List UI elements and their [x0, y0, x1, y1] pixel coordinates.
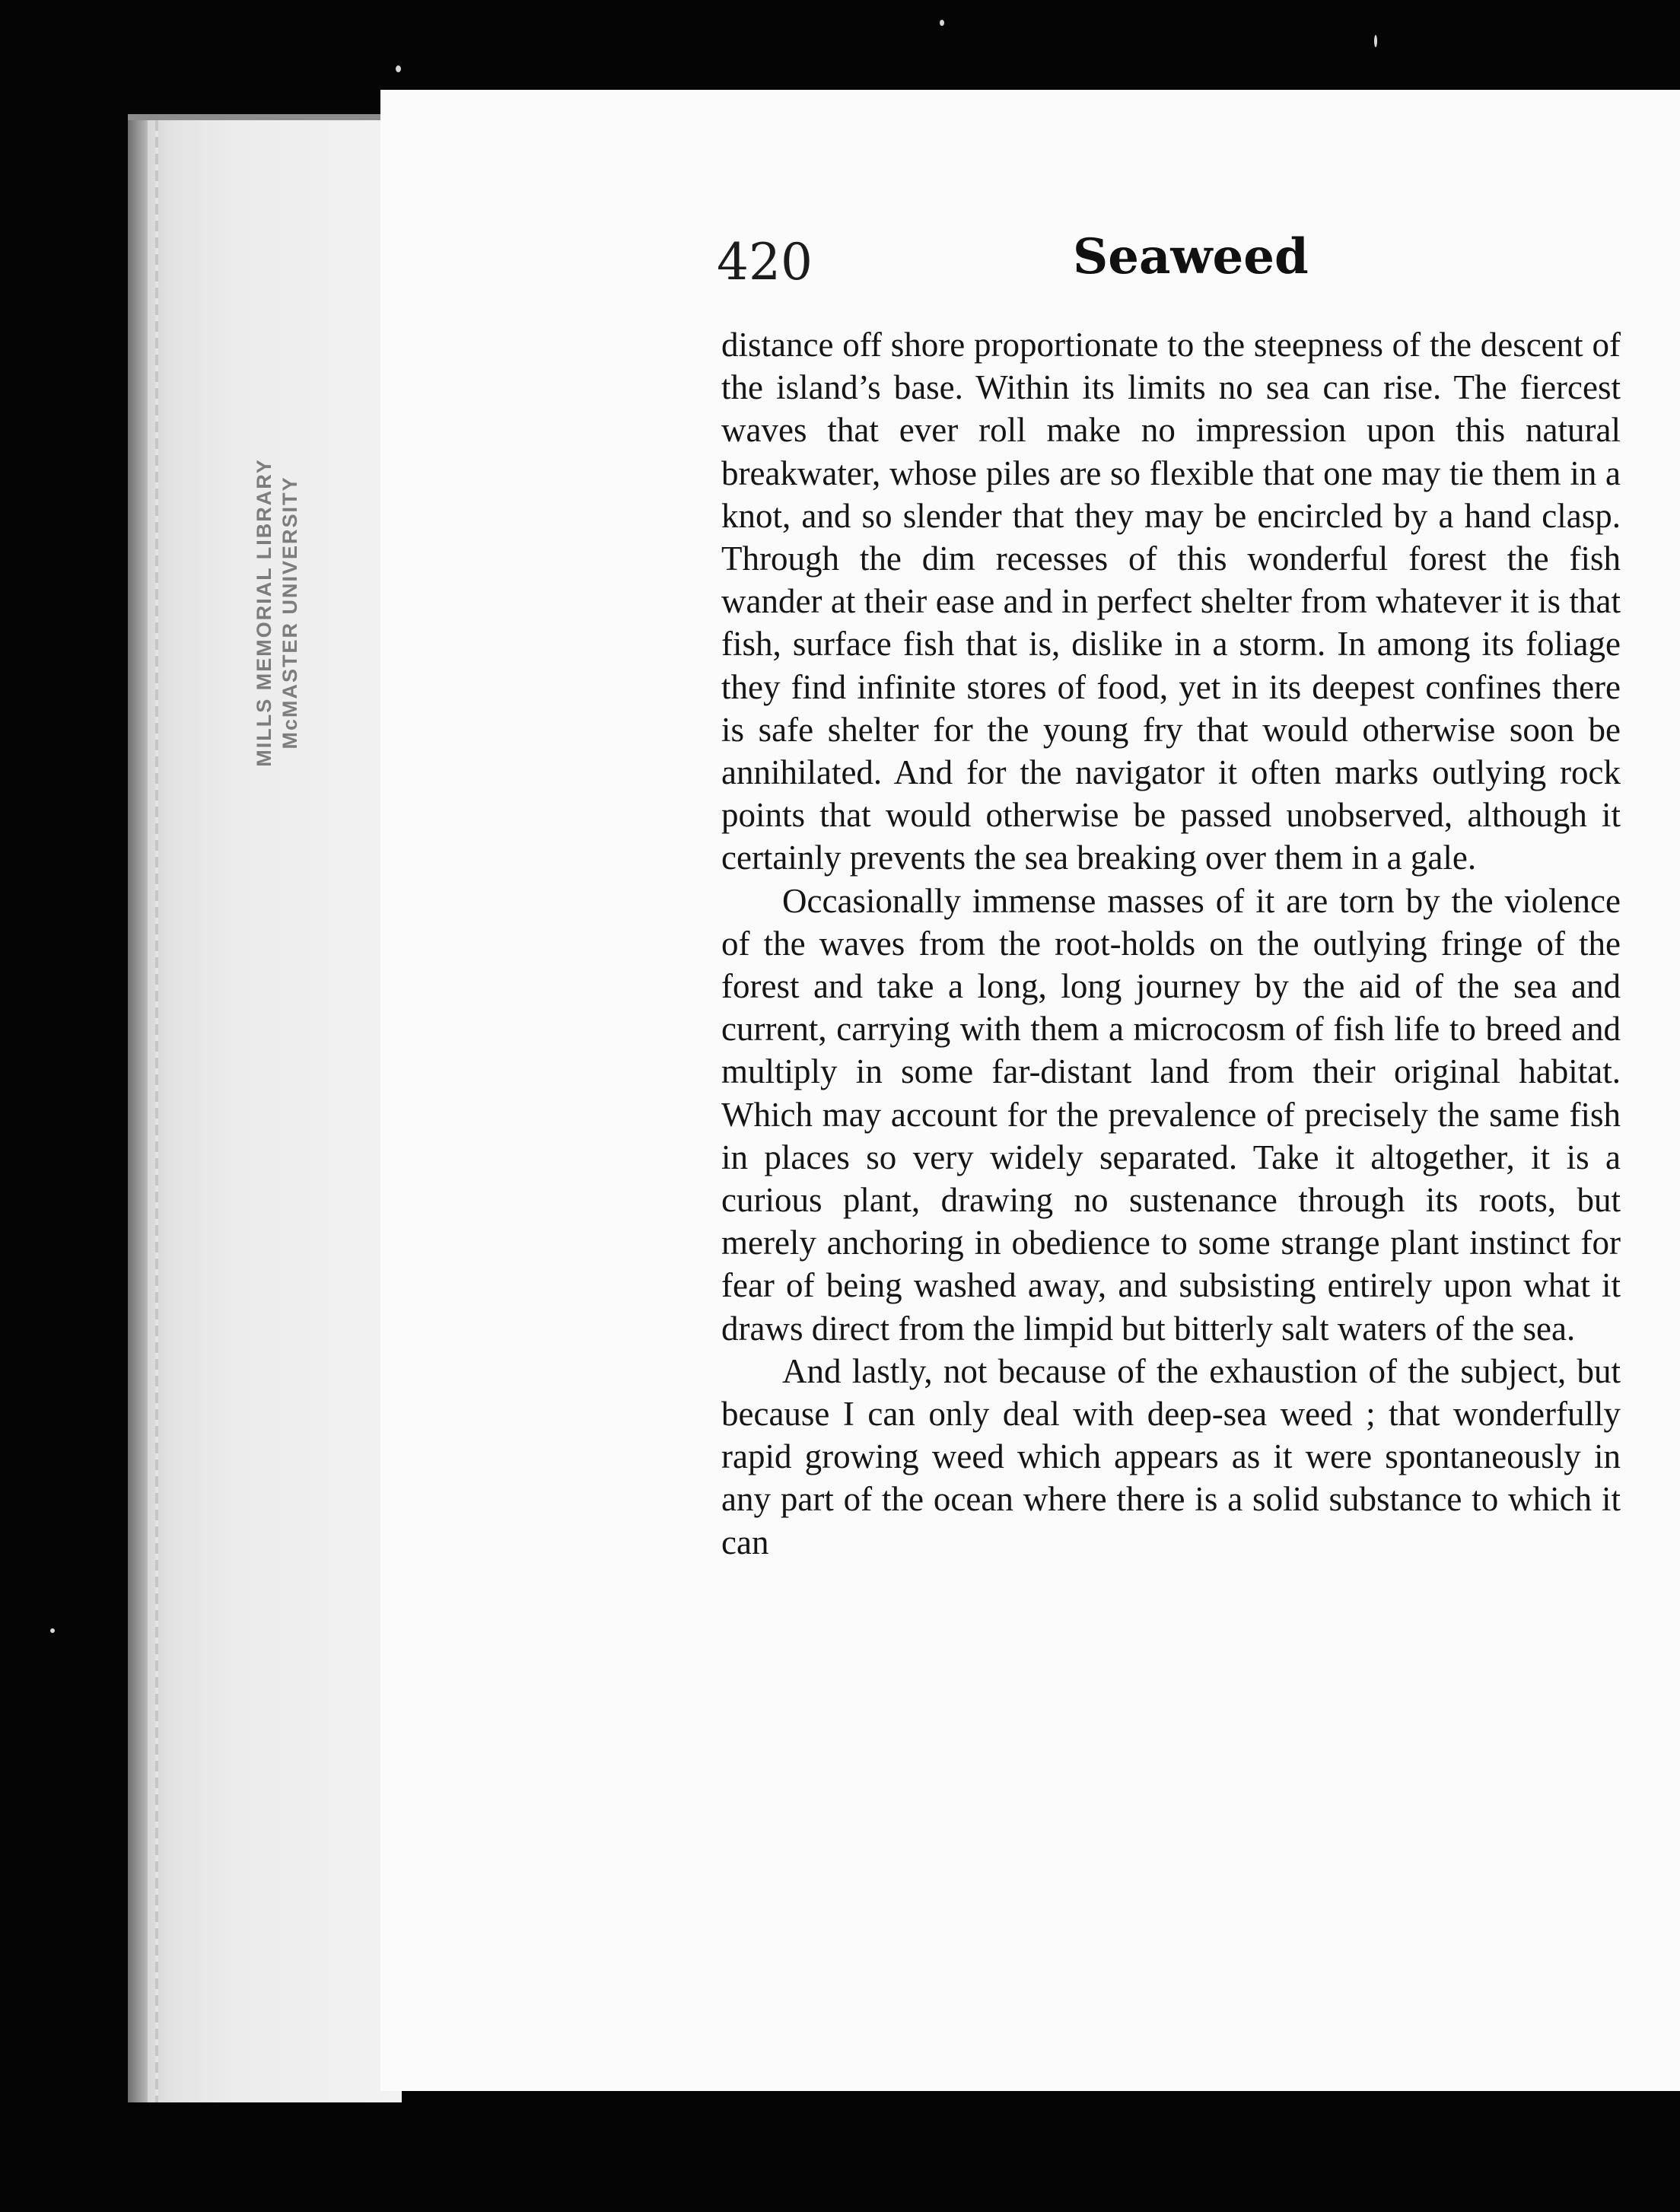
dust-speck: [1374, 35, 1377, 47]
library-stamp: [251, 399, 342, 826]
stamp-line-university: McMASTER UNIVERSITY: [278, 476, 301, 750]
stamp-line-library: MILLS MEMORIAL LIBRARY: [253, 458, 275, 767]
paragraph-2: Occasionally immense masses of it are torn by the violence of the waves from the root-holds on the outlying fringe of the forest and take a long, long journey by the aid of the sea and current, carrying with them a microcosm of fish life to breed and multiply in some far-distant land from their original habitat. Which may account for the prevalence of precisely the same fish in places so very widely separated. Take it altogether, it is a curious plant, drawing no sustenance through its roots, but merely anchoring in obedience to some strange plant instinct for fear of being washed away, and subsisting entirely upon what it draws direct from the limpid but bitterly salt waters of the sea.: [721, 881, 1621, 1348]
body-text: [721, 323, 1621, 1564]
dust-speck: [50, 1628, 55, 1633]
dust-speck: [396, 65, 401, 72]
dust-speck: [940, 20, 944, 26]
paragraph-1: distance off shore proportionate to the steepness of the descent of the island’s base. Within its limits no sea can rise. The fiercest waves that ever roll make no impression upon this natural breakwater, whose piles are so flexible that one may tie them in a knot, and so slender that they may be encircled by a hand clasp. Through the dim recesses of this wonderful forest the fish wander at their ease and in perfect shelter from whatever it is that fish, surface fish that is, dislike in a storm. In among its foliage they find infinite stores of food, yet in its deepest confines there is safe shelter for the young fry that would otherwise soon be annihilated. And for the navigator it often marks outlying rock points that would otherwise be passed unobserved, although it certainly prevents the sea breaking over them in a gale.: [721, 326, 1621, 877]
page-header: [715, 228, 1628, 312]
paragraph-3: And lastly, not because of the exhaustion of the subject, but because I can only deal with deep-sea weed ; that wonderfully rapid growing weed which appears as it were spontaneously in any part of the ocean where there is a solid substance to which it can: [721, 1351, 1621, 1561]
page-number: 420: [717, 233, 813, 291]
running-title: Seaweed: [1073, 228, 1309, 285]
